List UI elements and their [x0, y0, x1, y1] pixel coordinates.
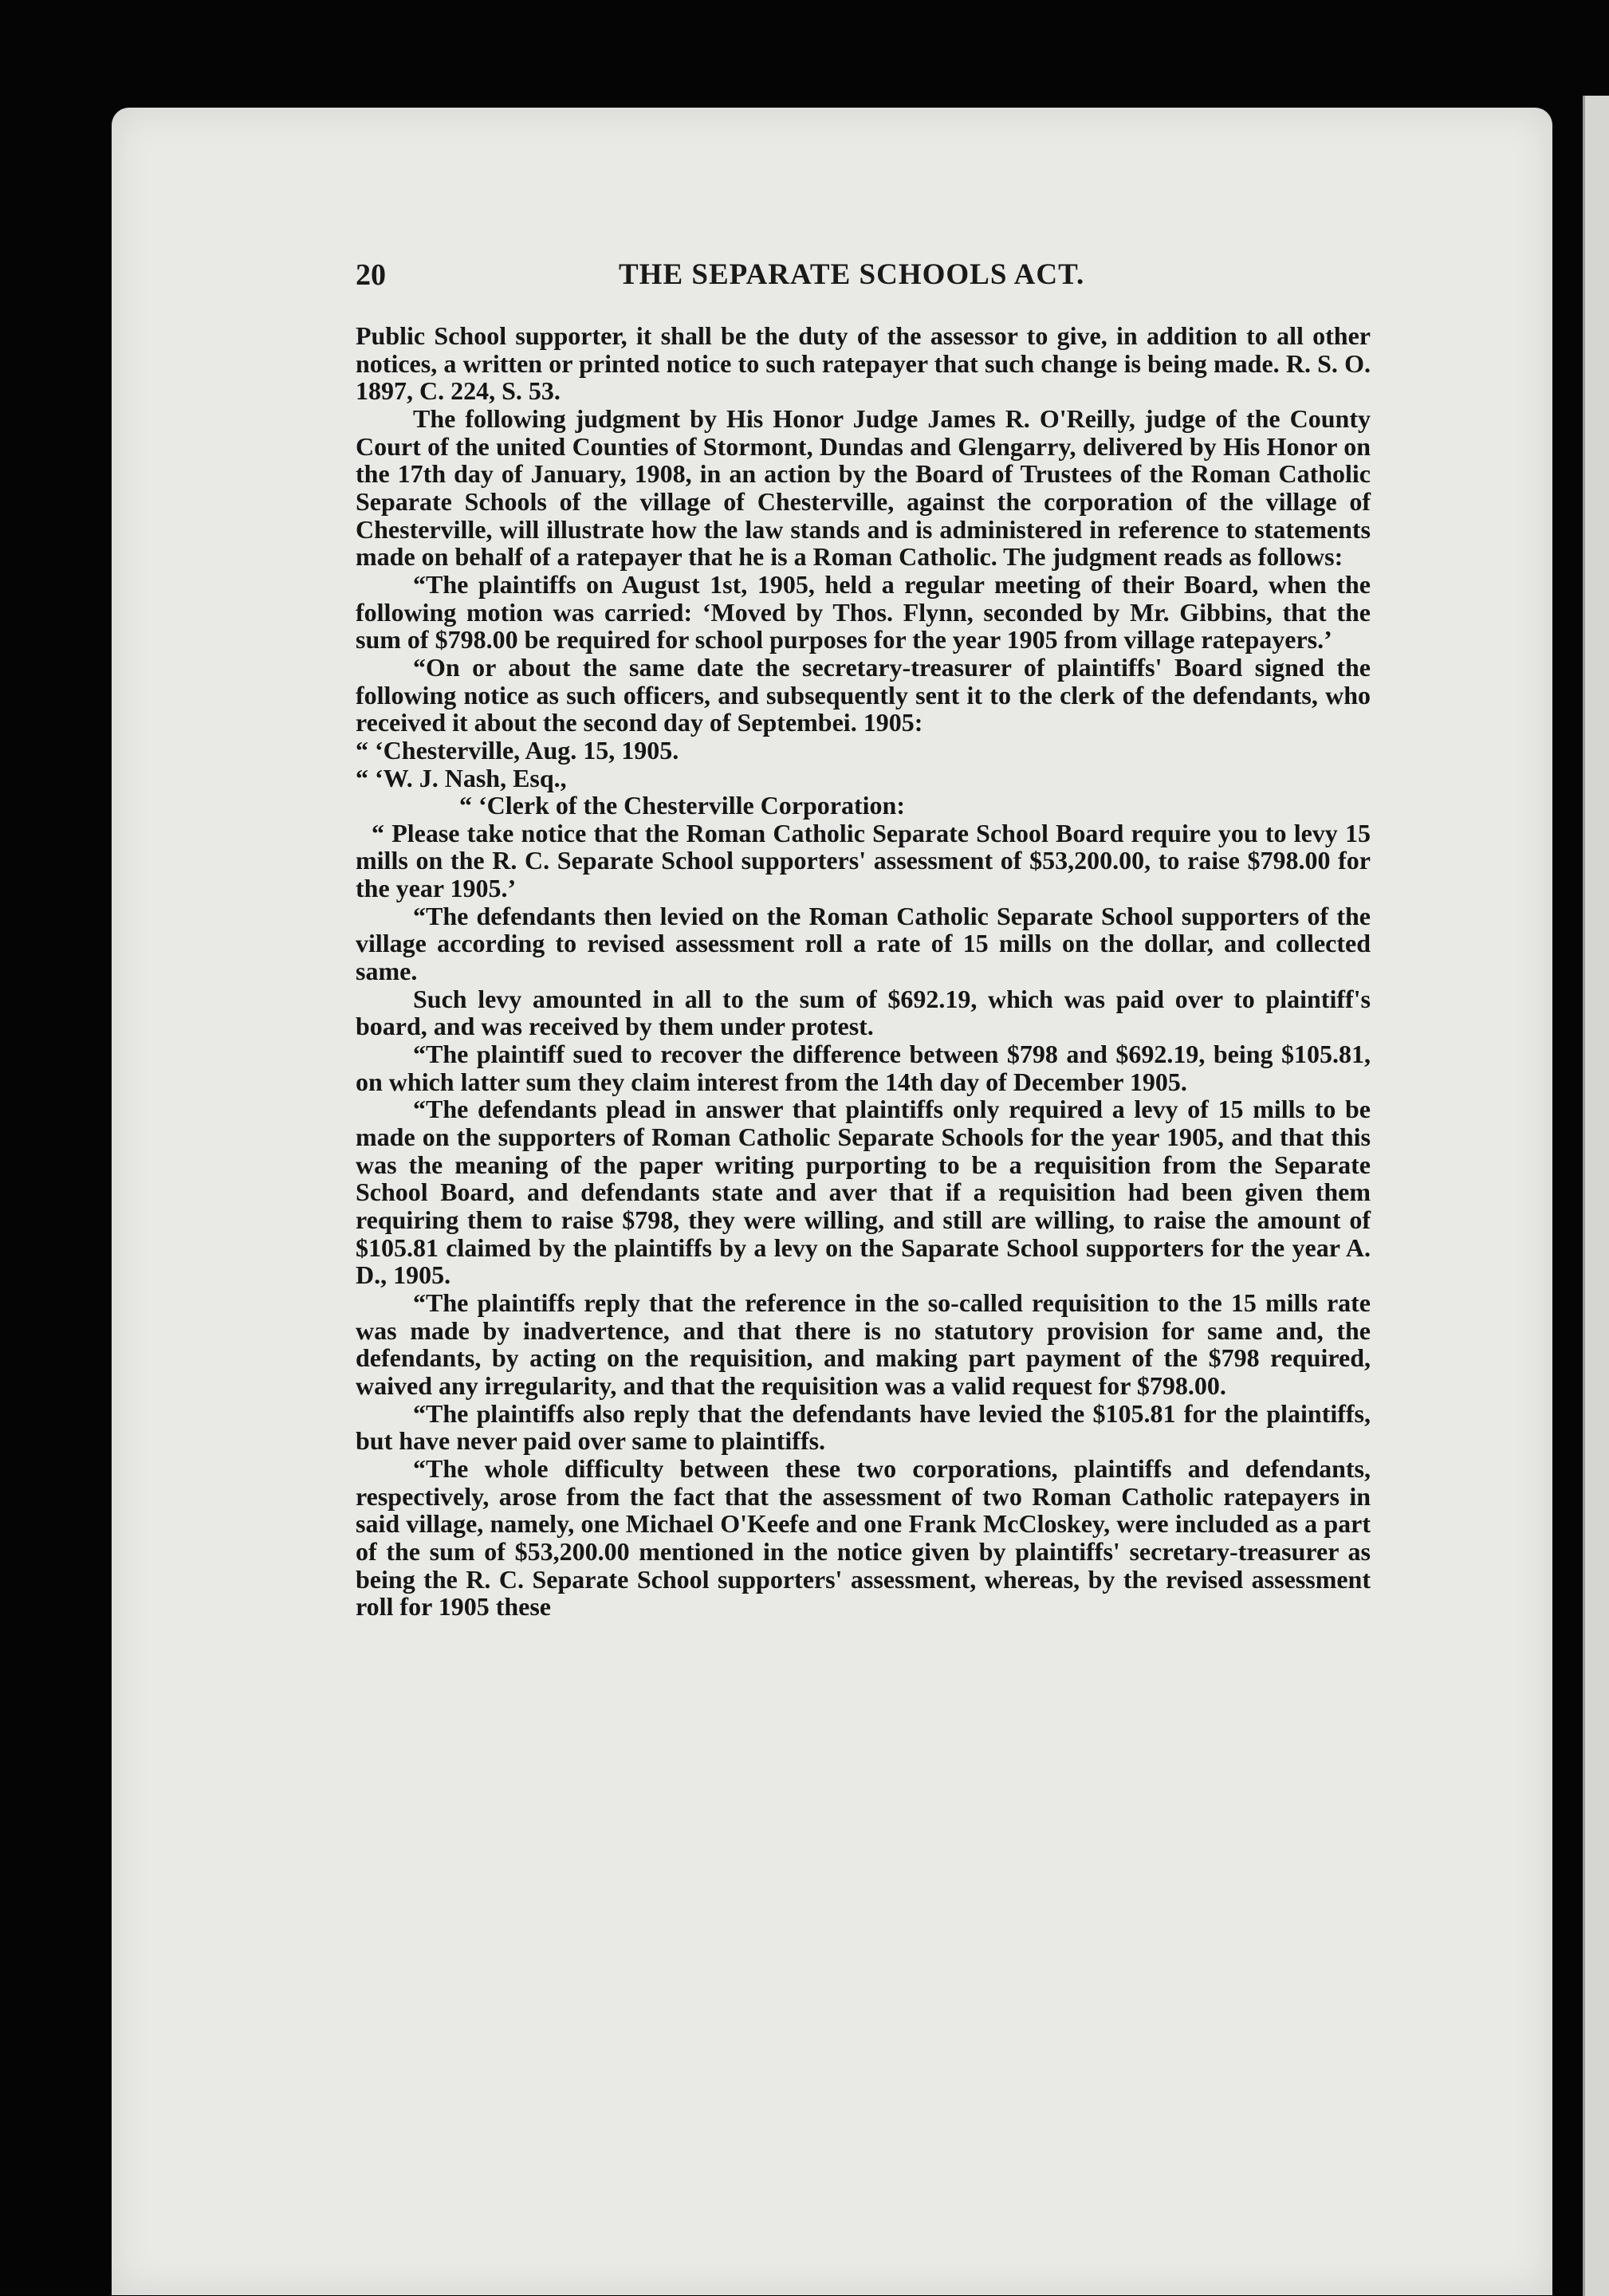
letter-date: “ ‘Chesterville, Aug. 15, 1905. — [356, 735, 679, 765]
paragraph: “The plaintiffs also reply that the defendants have levied the $105.81 for the plaintiffs, but have never paid over same to plaintiffs. — [356, 1398, 1371, 1456]
paragraph: “The defendants then levied on the Roman Catholic Separate School supporters of the village according to revised assessment roll a rate of 15 mills on the dollar, and collected same. — [356, 901, 1371, 986]
letter-body: “ Please take notice that the Roman Catholic Separate School Board require you to levy 15 mills on the R. C. Separate School supporters' assessment of $53,200.00, to raise $798.00 for the year 1905.’ — [356, 818, 1371, 903]
paragraph: Public School supporter, it shall be the duty of the assessor to give, in addition to all other notices, a written or printed notice to such ratepayer that such change is being made. R. S. O. 1897, C. 224, S. 53. — [356, 321, 1371, 406]
paragraph: “The defendants plead in answer that plaintiffs only required a levy of 15 mills to be made on the supporters of Roman Catholic Separate Schools for the year 1905, and that this was the meaning of the paper writing purporting to be a requisition from the Separate School Board, and defendants state and aver that if a requisition had been given them requiring them to raise $798, they were willing, and still are willing, to raise the amount of $105.81 claimed by the plaintiffs by a levy on the Saparate School supporters for the year A. D., 1905. — [356, 1095, 1371, 1290]
paragraph: “The whole difficulty between these two corporations, plaintiffs and defendants, respectively, arose from the fact that the assessment of two Roman Catholic ratepayers in said village, namely, one Michael O'Keefe and one Frank McCloskey, were included as a part of the sum of $53,200.00 mentioned in the notice given by plaintiffs' secretary-treasurer as being the R. C. Separate School supporters' assessment, whereas, by the revised assessment roll for 1905 these — [356, 1453, 1371, 1622]
letter-addressee: “ ‘W. J. Nash, Esq., — [356, 763, 567, 792]
page-header — [356, 258, 1384, 305]
paragraph: “The plaintiffs reply that the reference in the so-called requisition to the 15 mills rate was made by inadvertence, and that there is no statutory provision for same and, the defendants, by acting on the requisition, and making part payment of the $798 required, waived any irregularity, and that the requisition was a valid request for $798.00. — [356, 1288, 1371, 1400]
paragraph: The following judgment by His Honor Judge James R. O'Reilly, judge of the County Court of the united Counties of Stormont, Dundas and Glengarry, delivered by His Honor on the 17th day of January, 1908, in an action by the Board of Trustees of the Roman Catholic Separate Schools of the village of Chesterville, against the corporation of the village of Chesterville, will illustrate how the law stands and is administered in reference to statements made on behalf of a ratepayer that he is a Roman Catholic. The judgment reads as follows: — [356, 403, 1371, 572]
running-title: THE SEPARATE SCHOOLS ACT. — [619, 258, 1085, 291]
paragraph: “The plaintiffs on August 1st, 1905, held a regular meeting of their Board, when the following motion was carried: ‘Moved by Thos. Flynn, seconded by Mr. Gibbins, that the sum of $798.00 be required for school purposes for the year 1905 from village ratepayers.’ — [356, 569, 1371, 655]
page-number: 20 — [356, 258, 386, 292]
body-text — [356, 322, 1371, 1621]
letter-title: “ ‘Clerk of the Chesterville Corporation: — [459, 791, 905, 820]
paragraph: “On or about the same date the secretary-treasurer of plaintiffs' Board signed the following notice as such officers, and subsequently sent it to the clerk of the defendants, who received it about the second day of Septembei. 1905: — [356, 652, 1371, 737]
paragraph: “The plaintiff sued to recover the difference between $798 and $692.19, being $105.81, on which latter sum they claim interest from the 14th day of December 1905. — [356, 1040, 1371, 1096]
adjacent-page-edge — [1583, 96, 1609, 2296]
paragraph: Such levy amounted in all to the sum of $692.19, which was paid over to plaintiff's board, and was received by them under protest. — [356, 984, 1371, 1041]
